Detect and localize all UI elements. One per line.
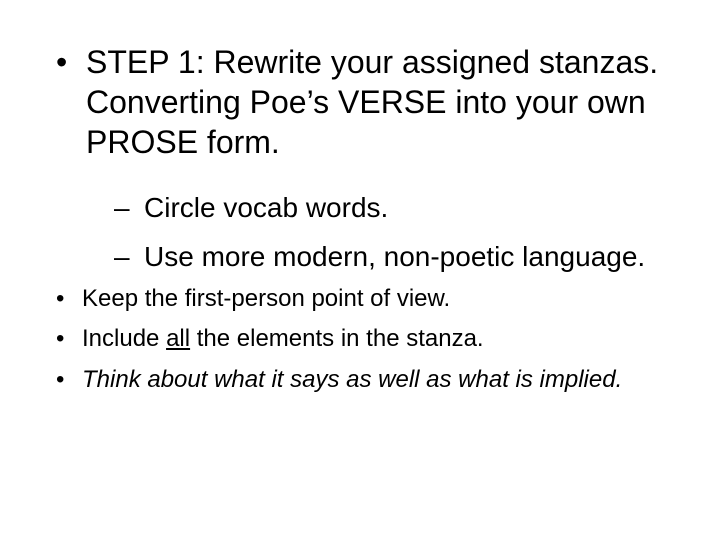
point-text: Think about what it says as well as what is implied.: [82, 366, 623, 393]
point-text-after: the elements in the stanza.: [190, 325, 484, 352]
dash-icon: –: [114, 241, 130, 272]
point-item: [56, 284, 676, 313]
bullet-icon: •: [56, 44, 68, 80]
point-text-before: Include: [82, 325, 167, 352]
bullet-icon: •: [56, 325, 65, 352]
point-item: [56, 324, 676, 353]
point-text: [56, 324, 676, 353]
step-1-bullet: [56, 42, 676, 162]
sub-item: [114, 191, 388, 225]
dash-icon: –: [114, 192, 130, 223]
sub-item: [114, 240, 645, 274]
bullet-icon: •: [56, 285, 65, 312]
step-1-text: STEP 1: Rewrite your assigned stanzas. Converting Poe’s VERSE into your own PROSE form.: [86, 44, 659, 160]
point-item: [56, 365, 656, 394]
point-text: Keep the first-person point of view.: [82, 285, 451, 312]
point-text-emphasis: all: [166, 325, 191, 352]
bullet-icon: •: [56, 366, 65, 393]
sub-item-text: Use more modern, non-poetic language.: [144, 241, 646, 272]
sub-item-text: Circle vocab words.: [144, 192, 389, 223]
